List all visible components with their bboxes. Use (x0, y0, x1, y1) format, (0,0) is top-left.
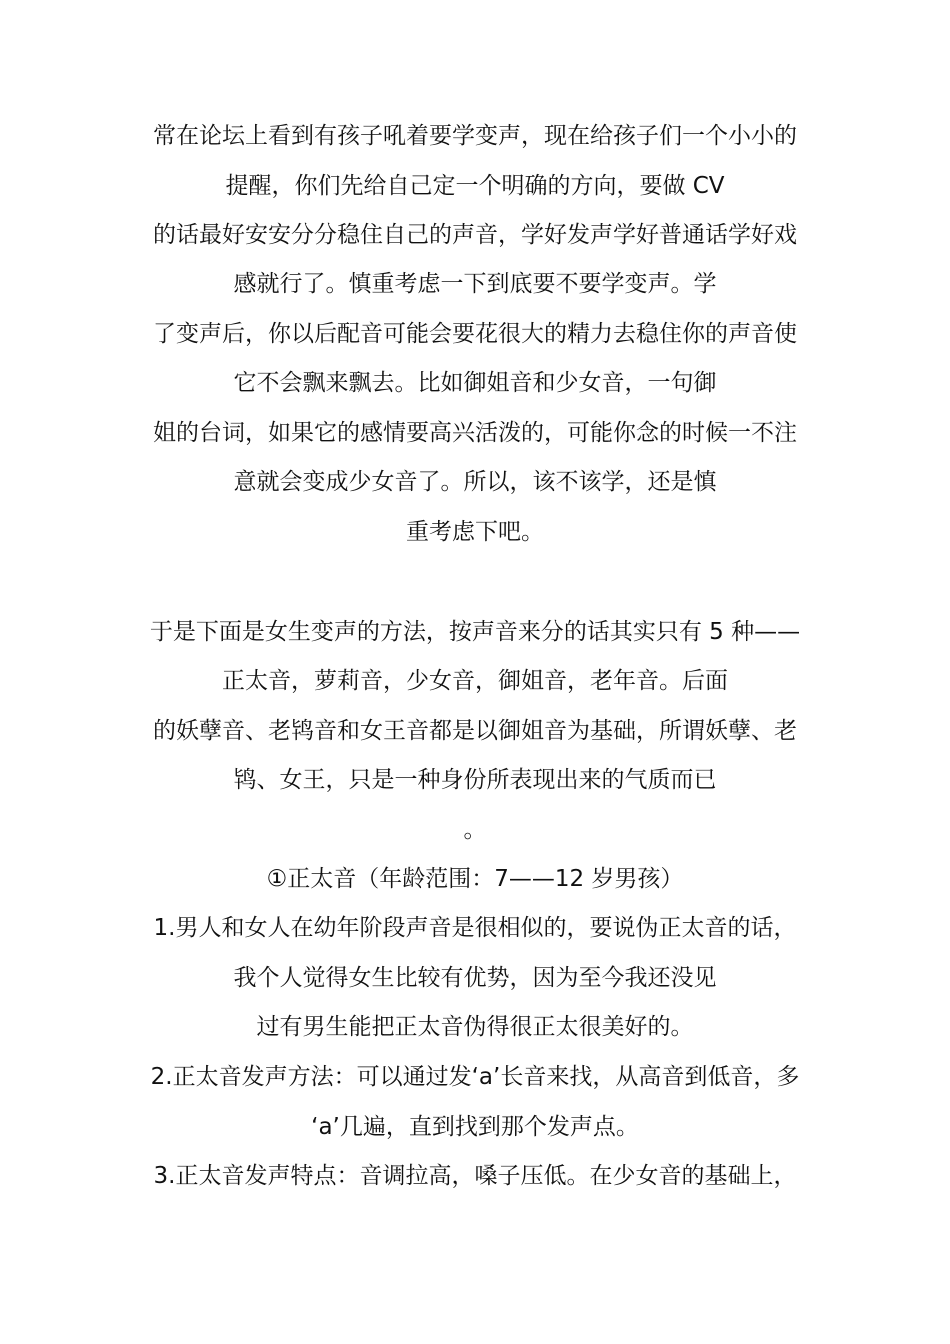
text-line: 2.正太音发声方法：可以通过发‘a’长音来找，从高音到低音，多 (150, 1064, 800, 1090)
text-line: 的话最好安安分分稳住自己的声音，学好发声学好普通话学好戏 (153, 222, 797, 248)
text-line: 了变声后，你以后配音可能会要花很大的精力去稳住你的声音使 (153, 321, 797, 347)
text-line: 感就行了。慎重考虑一下到底要不要学变声。学 (233, 271, 717, 297)
text-line: 它不会飘来飘去。比如御姐音和少女音，一句御 (233, 370, 717, 396)
text-line: 重考虑下吧。 (406, 519, 544, 545)
text-line: ‘a’几遍，直到找到那个发声点。 (311, 1114, 639, 1140)
text-line: 意就会变成少女音了。所以，该不该学，还是慎 (233, 469, 717, 495)
text-line: 我个人觉得女生比较有优势，因为至今我还没见 (233, 965, 717, 991)
text-line: 。 (463, 817, 487, 843)
text-line: 鸨、女王，只是一种身份所表现出来的气质而已 (233, 767, 717, 793)
text-line: 3.正太音发声特点：音调拉高，嗓子压低。在少女音的基础上， (153, 1163, 797, 1189)
text-line: 提醒，你们先给自己定一个明确的方向，要做 CV (225, 173, 725, 199)
text-line: 过有男生能把正太音伪得很正太很美好的。 (256, 1014, 694, 1040)
section-heading: ①正太音（年龄范围：7——12 岁男孩） (266, 866, 684, 892)
text-line: 的妖孽音、老鸨音和女王音都是以御姐音为基础，所谓妖孽、老 (153, 718, 797, 744)
text-line: 1.男人和女人在幼年阶段声音是很相似的，要说伪正太音的话， (153, 915, 797, 941)
text-line: 于是下面是女生变声的方法，按声音来分的话其实只有 5 种—— (149, 619, 801, 645)
text-line: 常在论坛上看到有孩子吼着要学变声，现在给孩子们一个小小的 (153, 123, 797, 149)
text-line: 正太音，萝莉音，少女音，御姐音，老年音。后面 (222, 668, 728, 694)
text-line: 姐的台词，如果它的感情要高兴活泼的，可能你念的时候一不注 (153, 420, 797, 446)
